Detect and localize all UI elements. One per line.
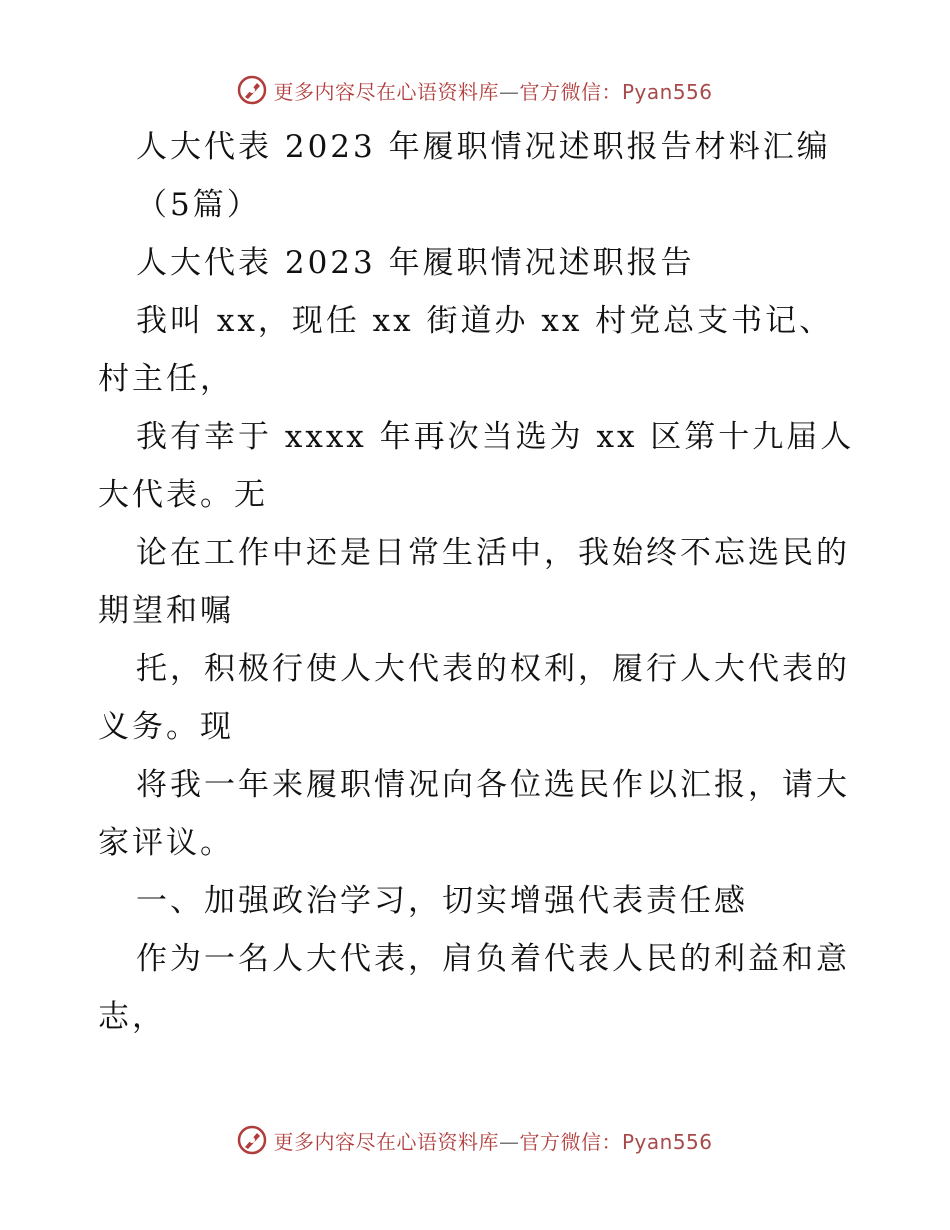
footer-banner-text xyxy=(273,1126,712,1155)
footer-banner-main: 更多内容尽在心语资料库 xyxy=(273,1129,499,1154)
paragraph-line: 义务。现 xyxy=(98,709,234,745)
doc-title-count: （5篇） xyxy=(136,187,261,223)
footer-banner-separator: — xyxy=(498,1129,520,1154)
footer-banner-id: Pyan556 xyxy=(621,1129,713,1154)
footer-banner xyxy=(0,1120,950,1160)
paragraph-line: 村主任， xyxy=(98,361,234,397)
paragraph-line: 期望和嘱 xyxy=(98,593,234,629)
doc-subtitle: 人大代表 2023 年履职情况述职报告 xyxy=(136,245,695,281)
paragraph-line: 作为一名人大代表，肩负着代表人民的利益和意 xyxy=(136,941,850,977)
paragraph-line: 我叫 xx，现任 xx 街道办 xx 村党总支书记、 xyxy=(136,303,834,339)
footer-banner-suffix: 官方微信： xyxy=(519,1129,622,1154)
paragraph-line: 大代表。无 xyxy=(98,477,268,513)
doc-title: 人大代表 2023 年履职情况述职报告材料汇编 xyxy=(136,129,831,165)
paragraph-line: 我有幸于 xxxx 年再次当选为 xx 区第十九届人 xyxy=(136,419,855,455)
header-banner-text xyxy=(273,76,712,105)
paragraph-line: 家评议。 xyxy=(98,825,234,861)
section-heading: 一、加强政治学习，切实增强代表责任感 xyxy=(136,883,748,919)
header-banner-id: Pyan556 xyxy=(621,79,713,104)
paragraph-line: 论在工作中还是日常生活中，我始终不忘选民的 xyxy=(136,535,850,571)
header-banner-separator: — xyxy=(498,79,520,104)
header-banner-suffix: 官方微信： xyxy=(519,79,622,104)
pen-logo-icon xyxy=(237,75,267,105)
paragraph-line: 托，积极行使人大代表的权利，履行人大代表的 xyxy=(136,651,850,687)
header-banner xyxy=(0,70,950,110)
paragraph-line: 将我一年来履职情况向各位选民作以汇报，请大 xyxy=(136,767,850,803)
paragraph-line: 志， xyxy=(98,999,166,1035)
document-body xyxy=(98,118,858,1046)
header-banner-main: 更多内容尽在心语资料库 xyxy=(273,79,499,104)
pen-logo-icon xyxy=(237,1125,267,1155)
